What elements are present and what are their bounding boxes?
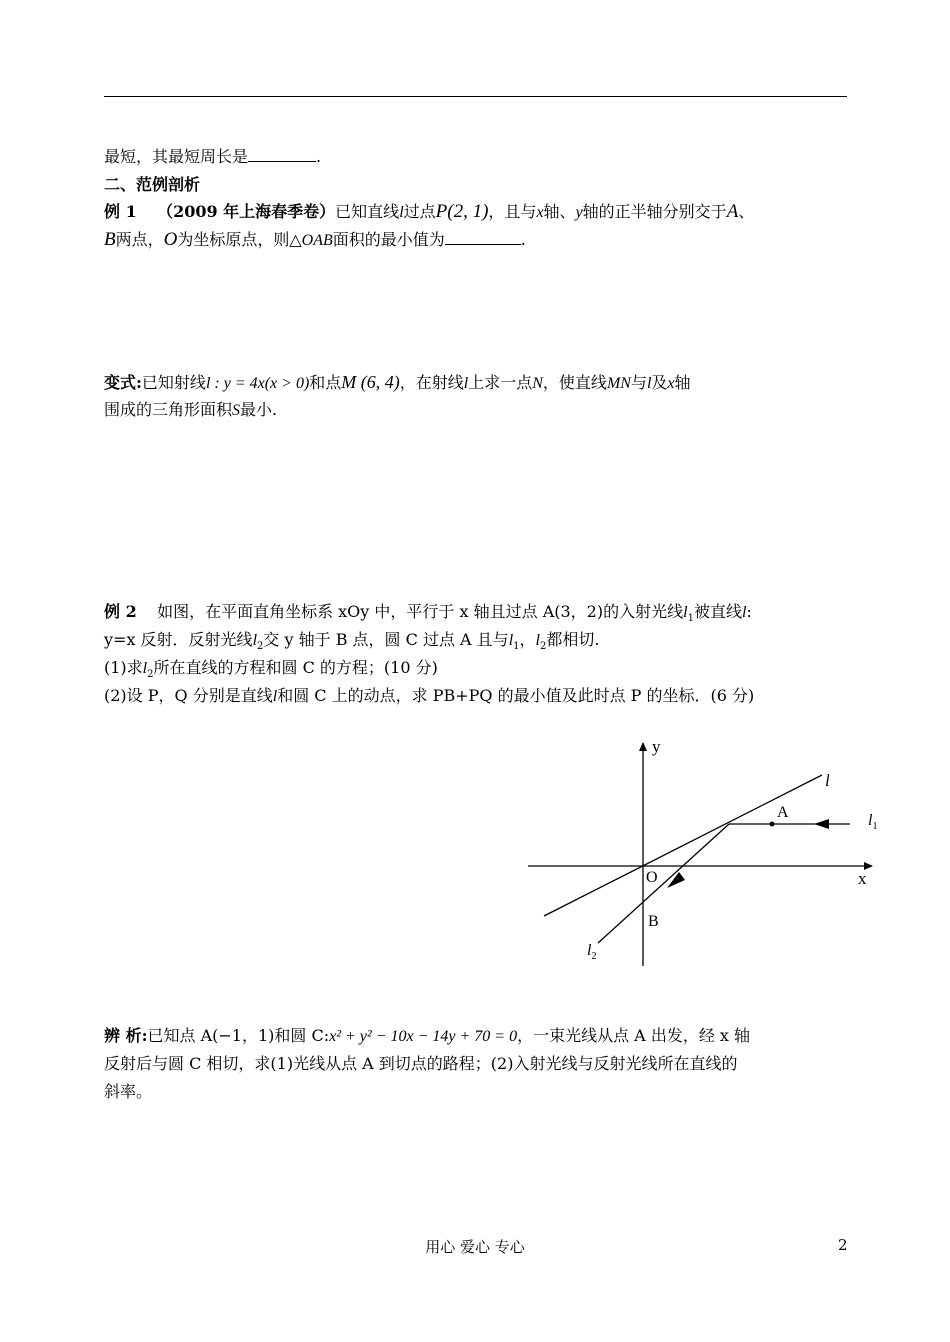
math-x: x	[536, 204, 544, 221]
math-s: S	[232, 402, 241, 419]
analysis-text: 已知点 A(−1，1)和圆 C:	[147, 1026, 330, 1045]
analysis-text: ，一束光线从点 A 出发，经 x 轴	[517, 1026, 751, 1045]
math-triangle: OAB	[301, 232, 333, 249]
ex2-text: 所在直线的方程和圆 C 的方程；(10 分)	[153, 658, 438, 677]
math-x: x	[667, 375, 675, 392]
math-mn: MN	[606, 375, 631, 392]
math-l2: l	[142, 660, 148, 677]
analysis-line-3: 斜率。	[104, 1082, 153, 1101]
math-sub: 1	[687, 613, 694, 625]
ex1-text: ，且与	[488, 202, 537, 221]
line-l2-label: $l_2$	[587, 942, 597, 962]
line-l-label: l	[825, 771, 830, 790]
ex2-text: 都相切.	[546, 630, 600, 649]
point-a	[770, 822, 775, 827]
math-point-p: P(2, 1)	[435, 201, 489, 222]
math-l: l	[463, 375, 469, 392]
section-title: 二、范例剖析	[104, 175, 201, 194]
ex1-text: 面积的最小值为	[332, 230, 445, 249]
ex2-text: (2)设 P，Q 分别是直线	[104, 686, 273, 705]
math-o: O	[163, 229, 178, 250]
intro-text: 最短，其最短周长是	[104, 147, 249, 166]
ex1-text: 轴、	[543, 202, 576, 221]
math-y: y	[575, 204, 583, 221]
line-l	[544, 775, 822, 916]
ex2-text: :	[746, 602, 752, 621]
math-sub: 2	[539, 641, 547, 653]
point-a-label: A	[777, 804, 789, 821]
ex1-text: 过点	[403, 202, 436, 221]
math-l: l	[646, 375, 652, 392]
arrow-icon	[667, 872, 685, 888]
ex2-text: 交 y 轴于 B 点，圆 C 过点 A 且与	[263, 630, 509, 649]
math-l1: l	[508, 632, 514, 649]
analysis-line-2: 反射后与圆 C 相切，求(1)光线从点 A 到切点的路程；(2)入射光线与反射光线所在直线的	[104, 1054, 738, 1073]
analysis-label: 辨 析:	[104, 1026, 148, 1045]
variant-text: 已知射线	[141, 373, 206, 392]
math-sub: 1	[513, 641, 520, 653]
math-n: N	[532, 375, 543, 392]
reflected-ray-l2	[598, 824, 729, 943]
ex2-label: 例 2	[104, 602, 137, 621]
circle-equation: x² + y² − 10x − 14y + 70 = 0	[329, 1028, 518, 1045]
variant-text: ，使直线	[542, 373, 607, 392]
math-l2: l	[252, 632, 258, 649]
ex1-end: .	[520, 230, 526, 249]
math-sub: 2	[257, 641, 264, 653]
origin-label: O	[646, 869, 658, 886]
math-l1: l	[683, 604, 688, 621]
math-point-m: M (6, 4)	[341, 372, 400, 392]
line-l1-label: $l_1$	[868, 812, 878, 832]
math-sub: 2	[147, 669, 154, 681]
x-axis-label: x	[858, 869, 867, 888]
math-a: A	[726, 201, 739, 222]
ex1-text: 两点，	[115, 230, 164, 249]
analysis-line-1	[104, 1025, 750, 1048]
math-l: l	[741, 604, 747, 621]
variant-text: 轴	[674, 373, 691, 392]
ex2-text: 被直线	[693, 602, 742, 621]
variant-label: 变式:	[104, 373, 142, 392]
variant-text: 围成的三角形面积	[104, 400, 233, 419]
variant-text: 及	[651, 373, 668, 392]
math-ray: l : y = 4x(x > 0)	[205, 375, 310, 392]
math-l2: l	[535, 632, 540, 649]
variant-text: 与	[630, 373, 647, 392]
ex2-text: y=x 反射．反射光线	[104, 630, 253, 649]
intro-end: .	[316, 147, 322, 166]
variant-text: 最小.	[240, 400, 278, 419]
page-number: 2	[838, 1236, 848, 1254]
y-axis-label: y	[652, 737, 661, 756]
ex1-text: 、	[738, 202, 755, 221]
point-b-label: B	[648, 913, 659, 930]
page-footer: 用心 爱心 专心	[425, 1238, 525, 1256]
math-l: l	[272, 688, 278, 705]
arrow-icon	[814, 819, 829, 829]
ex1-text: 轴的正半轴分别交于	[582, 202, 727, 221]
ex2-text: 和圆 C 上的动点，求 PB+PQ 的最小值及此时点 P 的坐标．(6 分)	[277, 686, 755, 705]
ex1-label: 例 1	[104, 202, 137, 221]
variant-text: 和点	[309, 373, 342, 392]
math-b: B	[104, 229, 116, 250]
ex2-text: (1)求	[104, 658, 143, 677]
ex2-text: ，	[519, 630, 536, 649]
variant-text: 上求一点	[468, 373, 533, 392]
ex1-text: 已知直线	[335, 202, 400, 221]
variant-text: ，在射线	[399, 373, 464, 392]
ex1-source: （2009 年上海春季卷）	[157, 202, 336, 221]
ex2-text: 如图，在平面直角坐标系 xOy 中，平行于 x 轴且过点 A(3，2)的入射光线	[157, 602, 684, 621]
ex1-text: 为坐标原点，则△	[177, 230, 302, 249]
math-l: l	[399, 204, 404, 221]
